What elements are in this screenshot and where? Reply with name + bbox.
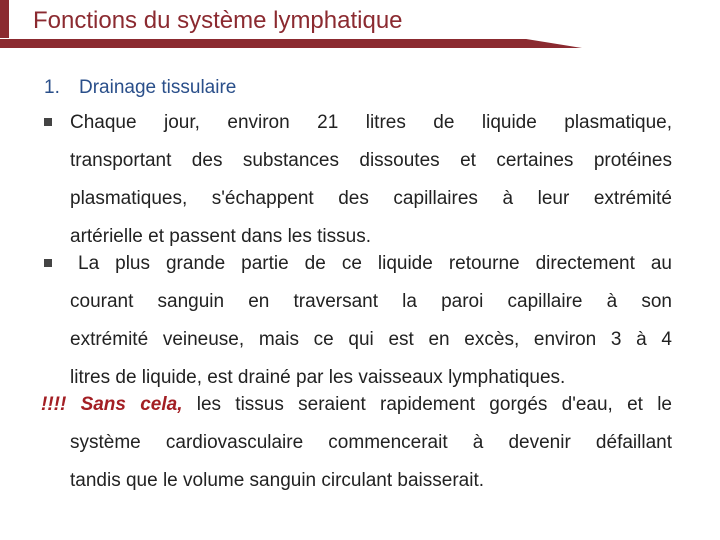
bullet-item-1: [44, 111, 672, 263]
bullet-1-line-3: plasmatiques, s'échappent des capillaires à leur extrémité: [70, 188, 672, 209]
section-heading-text: Drainage tissulaire: [79, 77, 237, 98]
warning-line-3: tandis que le volume sanguin circulant baisserait.: [70, 470, 485, 491]
warning-line-1: [41, 386, 672, 424]
bullet-2-line-2: courant sanguin en traversant la paroi capillaire à son: [70, 291, 672, 312]
warning-note: [41, 393, 672, 507]
section-number: 1.: [44, 77, 60, 98]
warning-emphasis: !!!! Sans cela,: [41, 394, 183, 415]
bullet-1-line-1: Chaque jour, environ 21 litres de liquide plasmatique,: [70, 112, 672, 133]
bullet-2-line-4: litres de liquide, est drainé par les vaisseaux lymphatiques.: [70, 367, 566, 388]
bullet-2-line-3: extrémité veineuse, mais ce qui est en excès, environ 3 à 4: [70, 329, 672, 350]
warning-line-1-text: les tissus seraient rapidement gorgés d'eau, et le: [182, 394, 672, 415]
bullet-item-2: [44, 252, 672, 404]
section-heading: [44, 76, 236, 100]
bullet-2-line-1: La plus grande partie de ce liquide retourne directement au: [78, 253, 672, 274]
title-underline: [0, 38, 582, 48]
bullet-1-line-2: transportant des substances dissoutes et certaines protéines: [70, 150, 672, 171]
square-bullet-icon: [44, 118, 52, 126]
bullet-1-line-4: artérielle et passent dans les tissus.: [70, 226, 371, 247]
slide-title: Fonctions du système lymphatique: [33, 7, 403, 34]
warning-line-2: système cardiovasculaire commencerait à devenir défaillant: [70, 432, 672, 453]
square-bullet-icon: [44, 259, 52, 267]
